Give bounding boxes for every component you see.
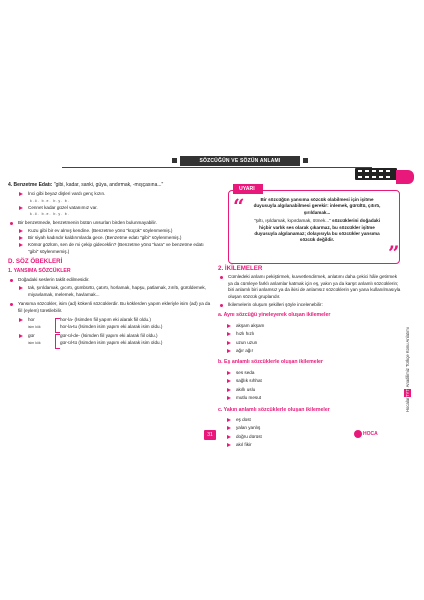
list-item: doğru dürüst xyxy=(226,434,316,440)
unsur-example-1: Kuzu gibi bir ev almış kendine. (Benzetme yönü "küçük" söylenmemiş.) xyxy=(8,228,213,234)
benzetme-example-2: Cennet kadar güzel vatanımız var. xyxy=(8,205,213,211)
bullet-yansima-kok: Yansıma sözcükler, isim (ad) kökenli sözcüklerdir. Bu köklerden yapım ekleriyle isim (ad) ya da fiil (eylem) türetilebilir. xyxy=(8,301,213,314)
unsur-example-3: Kömür gözlüm, sen de mi çekip gideceklin? (Benzetme yönü "kara" ve benzetme edatı "gibi" söylenmemiş.) xyxy=(8,242,213,255)
section-yansima: 1. YANSIMA SÖZCÜKLER xyxy=(8,267,71,274)
film-strip-icon xyxy=(355,168,397,180)
list-item: akşam akşam xyxy=(226,323,316,329)
left-column xyxy=(8,180,213,346)
list-item: uzun uzun xyxy=(226,340,316,346)
b-list xyxy=(218,369,403,403)
gur-example: gür isim kök gür-ül-de- (İsimden fiil yapım eki alarak fiil oldu.) gür-ül-tü (İsimden isim yapım eki alarak isim oldu.) xyxy=(8,333,213,346)
benzetme-abbr-1: k.ö. b.e. b.y. b. xyxy=(30,198,70,203)
list-item: hızlı hızlı xyxy=(226,331,316,337)
benzetme-heading: 4. Benzetme Edatı: "gibi, kadar, sanki, güya, andırmak, -mışçasına..." xyxy=(8,182,164,188)
yansima-examples: tak, şırıldamak, gıcırtı, gümbürtü, çatırtı, horlamak, hapşu, patlamak, zırıltı, gürüldemek, miyavlamak, melemek, havlamak... xyxy=(8,285,213,298)
section-soz-obekleri: D. SÖZ ÖBEKLERİ xyxy=(8,258,63,266)
list-item: yalan yanlış xyxy=(226,425,316,431)
quote-open-icon: “ xyxy=(233,194,245,218)
list-item: sağlık sıhhat xyxy=(226,378,316,384)
list-item: ses seda xyxy=(226,370,316,376)
list-item: mutlu mesut xyxy=(226,395,316,401)
list-item: akıl fikir xyxy=(226,442,316,448)
film-tab-icon xyxy=(396,170,414,184)
bullet-unsur: Bir benzetmede, benzetmenin bütün unsurları birden bulunmayabilir. xyxy=(8,220,213,226)
quote-close-icon: ” xyxy=(388,241,400,265)
a-title: a. Aynı sözcüğü yineleyerek oluşan ikilemeler xyxy=(218,312,331,319)
b-title: b. Eş anlamlı sözcüklerle oluşan ikilemeler xyxy=(218,359,323,366)
bullet-ikileme-sekil: İkilemelerin oluşum şekilleri şöyle incelenebilir: xyxy=(218,302,403,308)
warning-text: Bir sözcüğün yansıma sözcük olabilmesi için işitme duyusuyla algılanabilmesi gerekir: inlemek, gürültü, çıtırtı, şırıldamak... "şıltı, ışıldamak, kıpırdamak, ötmek..." sözcüklerini doğadaki hiçbir varlık ses olarak çıkarmaz, bu sözcükler işitme duyusuyla algılanamaz; dolayısıyla bu sözcükler yansıma sözcük değildir. xyxy=(253,197,381,243)
publisher-logo: HOCA xyxy=(354,428,394,440)
unsur-example-2: Bir siyah kadındır kaldırımlarda gece. (Benzetme edatı "gibi" söylenmemiş.) xyxy=(8,235,213,241)
list-item: ağır ağır xyxy=(226,348,316,354)
benzetme-abbr-2: k.ö. b.e. b.y. b. xyxy=(30,212,70,217)
side-label: Hocalar TYT Anadilimiz Türkçe Konu Anlatımı xyxy=(405,327,410,413)
list-item: eş dost xyxy=(226,417,316,423)
list-item: akıllı uslu xyxy=(226,387,316,393)
bullet-yansima-def: Doğadaki seslerin taklit edilmesidir. xyxy=(8,277,213,283)
header-square-right xyxy=(303,158,308,163)
header-square-left xyxy=(172,158,177,163)
header-title: SÖZCÜĞÜN VE SÖZÜN ANLAMI xyxy=(180,156,300,166)
benzetme-example-1: İnci gibi beyaz dişleri vardı genç kızın. xyxy=(8,191,213,197)
c-title: c. Yakın anlamlı sözcüklerle oluşan ikilemeler xyxy=(218,406,330,413)
warning-label: UYARI xyxy=(233,184,263,194)
bullet-ikileme-def: Cümledeki anlamı pekiştirmek, kuvvetlendirmek, anlatımı daha çekici hâle getirmek ya da cümleye farklı anlamlar katmak için eş, yakın ya da karşıt anlamlı sözcüklerin; biri anlamlı biri anlamsız ya da ikisi de anlamsız sözcüklerin yan yana kullanılmasıyla oluşan sözcük gruplarıdır. xyxy=(218,274,403,300)
section-ikilemeler: 2. İKİLEMELER xyxy=(218,265,263,272)
right-column xyxy=(218,266,403,450)
logo-icon xyxy=(354,430,362,438)
a-list xyxy=(218,322,403,356)
hor-example: hor isim kök hor-la- (İsimden fiil yapım eki alarak fiil oldu.) hor-la-tu (İsimden isim yapım eki alarak isim oldu.) xyxy=(8,317,213,330)
page-number: 31 xyxy=(204,430,216,440)
